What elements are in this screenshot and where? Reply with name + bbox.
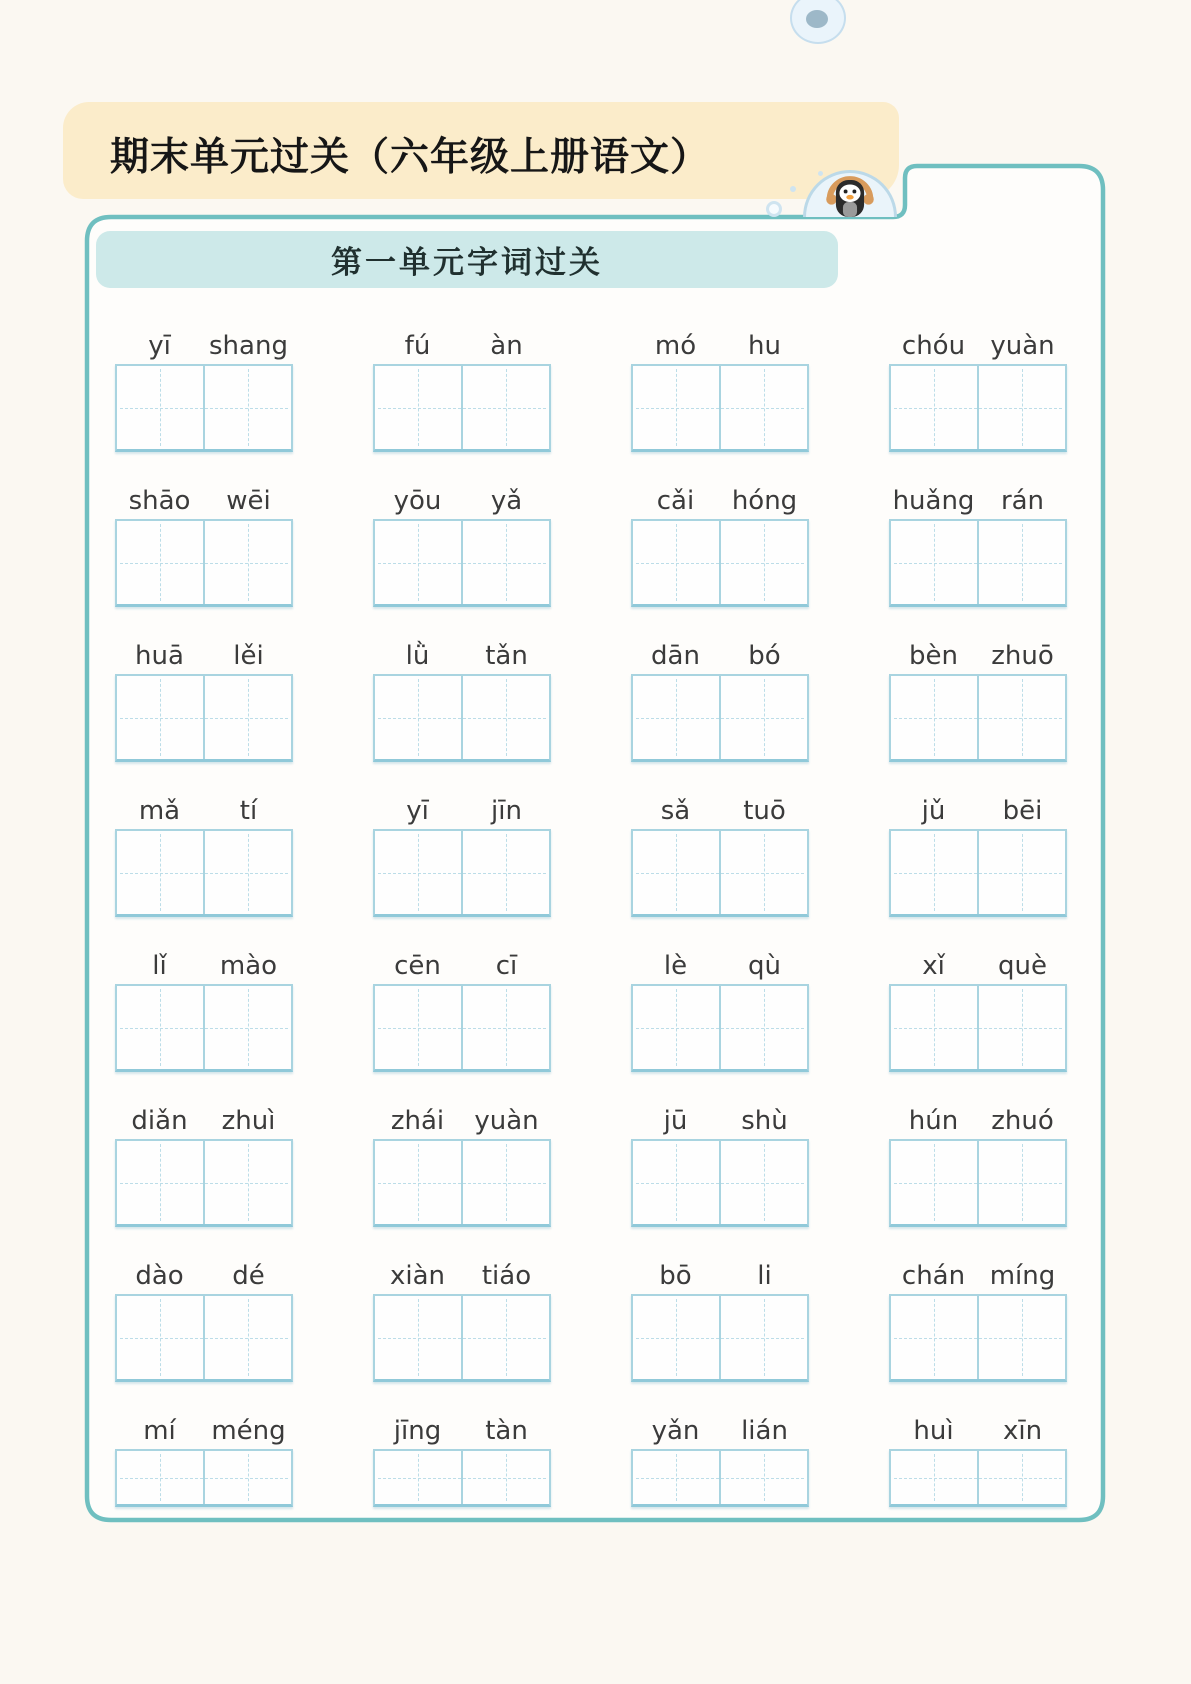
pinyin-syllable: mí [143,1416,176,1446]
pinyin-syllable: tí [239,796,258,826]
writing-box[interactable] [203,1141,291,1224]
pinyin-label [631,1260,809,1292]
pinyin-syllable: zhuì [221,1106,276,1136]
writing-box-pair [631,364,809,452]
writing-box-pair [373,1139,551,1227]
word-entry [373,1260,551,1382]
word-entry [889,795,1067,917]
pinyin-syllable: dé [232,1261,265,1291]
writing-box[interactable] [203,986,291,1069]
writing-box[interactable] [633,831,719,914]
pinyin-label [889,640,1067,672]
pinyin-label [373,1415,551,1447]
writing-box-pair [631,1449,809,1507]
writing-box[interactable] [633,676,719,759]
writing-box[interactable] [375,1141,461,1224]
writing-box-pair [115,984,293,1072]
pinyin-label [889,485,1067,517]
writing-box[interactable] [719,1296,807,1379]
pinyin-syllable: tǎn [485,641,528,671]
pinyin-syllable: jīng [393,1416,442,1446]
pinyin-label [115,330,293,362]
pinyin-syllable: fú [404,331,431,361]
writing-box[interactable] [719,1451,807,1504]
writing-box[interactable] [375,831,461,914]
word-entry [115,330,293,452]
pinyin-label [889,795,1067,827]
pinyin-syllable: cǎi [656,486,695,516]
pinyin-syllable: yuàn [990,331,1055,361]
writing-box[interactable] [633,1296,719,1379]
pinyin-syllable: tiáo [481,1261,532,1291]
writing-box-pair [631,829,809,917]
pinyin-label [889,950,1067,982]
pinyin-syllable: zhái [390,1106,445,1136]
writing-box[interactable] [117,1451,203,1504]
writing-box[interactable] [719,366,807,449]
pinyin-label [373,485,551,517]
writing-box-pair [631,1139,809,1227]
pinyin-syllable: qù [748,951,781,981]
pinyin-syllable: shù [741,1106,788,1136]
writing-box[interactable] [461,831,549,914]
pinyin-syllable: yǎ [490,486,523,516]
writing-box-pair [889,1294,1067,1382]
pinyin-syllable: lěi [233,641,264,671]
writing-box[interactable] [891,1451,977,1504]
pinyin-label [889,1415,1067,1447]
writing-box[interactable] [977,986,1065,1069]
pinyin-syllable: bēi [1002,796,1043,826]
writing-box[interactable] [117,366,203,449]
pinyin-syllable: dào [135,1261,184,1291]
word-entry [115,795,293,917]
pinyin-label [115,1415,293,1447]
pinyin-label [373,640,551,672]
word-entry [373,640,551,762]
pinyin-syllable: chóu [901,331,966,361]
writing-box-pair [631,984,809,1072]
writing-box-pair [115,1449,293,1507]
pinyin-syllable: míng [989,1261,1056,1291]
pinyin-syllable: yuàn [474,1106,539,1136]
word-entry [373,1105,551,1227]
word-entry [373,1415,551,1507]
writing-box[interactable] [203,831,291,914]
pinyin-syllable: hóng [731,486,798,516]
pinyin-syllable: cī [495,951,518,981]
writing-box-pair [373,1449,551,1507]
pinyin-syllable: tàn [485,1416,528,1446]
writing-box[interactable] [461,1451,549,1504]
word-entry [889,640,1067,762]
writing-box[interactable] [891,986,977,1069]
writing-box-pair [631,1294,809,1382]
pinyin-label [115,950,293,982]
writing-box[interactable] [375,676,461,759]
pinyin-syllable: sǎ [660,796,691,826]
pinyin-syllable: àn [490,331,523,361]
pinyin-label [115,485,293,517]
pinyin-syllable: bèn [909,641,958,671]
pinyin-syllable: li [757,1261,772,1291]
writing-box[interactable] [977,1296,1065,1379]
writing-box[interactable] [117,676,203,759]
pinyin-syllable: jīn [491,796,522,826]
writing-box-pair [373,984,551,1072]
word-entry [115,485,293,607]
pinyin-syllable: tuō [743,796,786,826]
word-entry [631,1415,809,1507]
word-entry [631,330,809,452]
writing-box-pair [115,1139,293,1227]
writing-box-pair [115,674,293,762]
writing-box-pair [889,984,1067,1072]
writing-box[interactable] [375,521,461,604]
pinyin-label [631,485,809,517]
pinyin-label [631,330,809,362]
pinyin-label [889,330,1067,362]
word-entry [115,640,293,762]
writing-box-pair [373,1294,551,1382]
word-entry [373,795,551,917]
pinyin-syllable: chán [901,1261,966,1291]
page-title: 期末单元过关（六年级上册语文） [110,135,711,180]
pinyin-label [373,1260,551,1292]
writing-box[interactable] [375,1296,461,1379]
writing-box[interactable] [203,521,291,604]
writing-box-pair [373,674,551,762]
writing-box[interactable] [891,1141,977,1224]
writing-box-pair [889,519,1067,607]
pinyin-label [373,330,551,362]
pinyin-label [373,1105,551,1137]
writing-box-pair [889,829,1067,917]
writing-box[interactable] [633,1141,719,1224]
writing-box[interactable] [719,1141,807,1224]
writing-box[interactable] [719,521,807,604]
pinyin-syllable: hu [748,331,781,361]
word-entry [631,1105,809,1227]
writing-box[interactable] [633,986,719,1069]
word-entry [373,330,551,452]
pinyin-label [631,950,809,982]
writing-box-pair [373,829,551,917]
writing-box[interactable] [977,1451,1065,1504]
writing-box[interactable] [633,366,719,449]
pinyin-syllable: mào [219,951,278,981]
writing-box[interactable] [461,1141,549,1224]
word-entry [889,330,1067,452]
pinyin-syllable: yōu [393,486,442,516]
word-entry [889,485,1067,607]
pinyin-syllable: diǎn [131,1106,188,1136]
pinyin-syllable: yī [406,796,429,826]
pinyin-syllable: méng [211,1416,286,1446]
writing-box[interactable] [633,521,719,604]
pinyin-syllable: jǔ [921,796,946,826]
writing-box[interactable] [461,1296,549,1379]
pinyin-syllable: lǐ [152,951,167,981]
pinyin-syllable: jū [663,1106,688,1136]
word-entry [631,1260,809,1382]
pinyin-label [115,640,293,672]
writing-box[interactable] [375,366,461,449]
pinyin-syllable: lián [741,1416,788,1446]
pinyin-label [373,950,551,982]
pinyin-syllable: què [998,951,1047,981]
pinyin-syllable: dān [651,641,700,671]
writing-box-pair [373,519,551,607]
writing-box-pair [115,519,293,607]
writing-box-pair [889,364,1067,452]
word-entry [631,485,809,607]
writing-box[interactable] [719,676,807,759]
writing-box[interactable] [719,831,807,914]
writing-box[interactable] [891,831,977,914]
pinyin-label [631,1105,809,1137]
pinyin-syllable: xiàn [389,1261,446,1291]
pinyin-syllable: huì [913,1416,954,1446]
pinyin-syllable: hún [908,1106,959,1136]
word-entry [889,1105,1067,1227]
word-entry [889,1415,1067,1507]
writing-box[interactable] [117,1141,203,1224]
pinyin-label [631,795,809,827]
word-entry [115,950,293,1072]
pinyin-syllable: shāo [128,486,191,516]
word-entry [115,1260,293,1382]
pinyin-label [631,640,809,672]
pinyin-label [115,1105,293,1137]
writing-box-pair [889,1449,1067,1507]
section-title: 第一单元字词过关 [331,245,603,281]
writing-box[interactable] [977,521,1065,604]
writing-box-pair [631,674,809,762]
pinyin-syllable: zhuó [991,1106,1054,1136]
pinyin-syllable: rán [1000,486,1045,516]
pinyin-syllable: zhuō [991,641,1054,671]
pinyin-syllable: huā [135,641,184,671]
writing-box-pair [631,519,809,607]
pinyin-syllable: lǜ [405,641,430,671]
writing-box-pair [115,829,293,917]
pinyin-label [115,795,293,827]
word-entry [115,1415,293,1507]
writing-box-pair [889,674,1067,762]
writing-box-pair [373,364,551,452]
writing-box-pair [115,364,293,452]
word-entry [631,795,809,917]
word-entry [373,485,551,607]
pinyin-label [889,1105,1067,1137]
writing-box[interactable] [719,986,807,1069]
pinyin-syllable: yī [148,331,171,361]
writing-box[interactable] [891,521,977,604]
pinyin-syllable: cēn [394,951,441,981]
pinyin-label [373,795,551,827]
pinyin-syllable: bó [748,641,781,671]
writing-box[interactable] [977,1141,1065,1224]
writing-box[interactable] [461,986,549,1069]
writing-box[interactable] [461,366,549,449]
word-entry [631,950,809,1072]
pinyin-syllable: shang [209,331,288,361]
writing-box[interactable] [977,676,1065,759]
writing-box-pair [889,1139,1067,1227]
writing-box[interactable] [375,986,461,1069]
pinyin-syllable: bō [659,1261,692,1291]
writing-box[interactable] [977,831,1065,914]
writing-box[interactable] [203,1451,291,1504]
pinyin-syllable: xīn [1002,1416,1043,1446]
writing-box[interactable] [461,521,549,604]
writing-box[interactable] [633,1451,719,1504]
writing-box[interactable] [203,366,291,449]
pinyin-syllable: mó [654,331,697,361]
pinyin-label [115,1260,293,1292]
writing-box[interactable] [977,366,1065,449]
pinyin-syllable: wēi [226,486,271,516]
word-entry [373,950,551,1072]
pinyin-syllable: xǐ [922,951,945,981]
pinyin-syllable: lè [663,951,688,981]
pinyin-syllable: yǎn [651,1416,700,1446]
word-entry [631,640,809,762]
word-entry [889,1260,1067,1382]
word-entry [115,1105,293,1227]
writing-box[interactable] [117,521,203,604]
pinyin-label [889,1260,1067,1292]
writing-box[interactable] [891,366,977,449]
writing-box[interactable] [117,1296,203,1379]
writing-box[interactable] [117,831,203,914]
pinyin-syllable: huǎng [892,486,975,516]
pinyin-syllable: mǎ [138,796,181,826]
pinyin-label [631,1415,809,1447]
writing-box[interactable] [117,986,203,1069]
writing-box[interactable] [891,676,977,759]
writing-box[interactable] [203,676,291,759]
writing-box[interactable] [891,1296,977,1379]
writing-box-pair [115,1294,293,1382]
writing-box[interactable] [203,1296,291,1379]
word-entry [889,950,1067,1072]
writing-box[interactable] [461,676,549,759]
writing-box[interactable] [375,1451,461,1504]
